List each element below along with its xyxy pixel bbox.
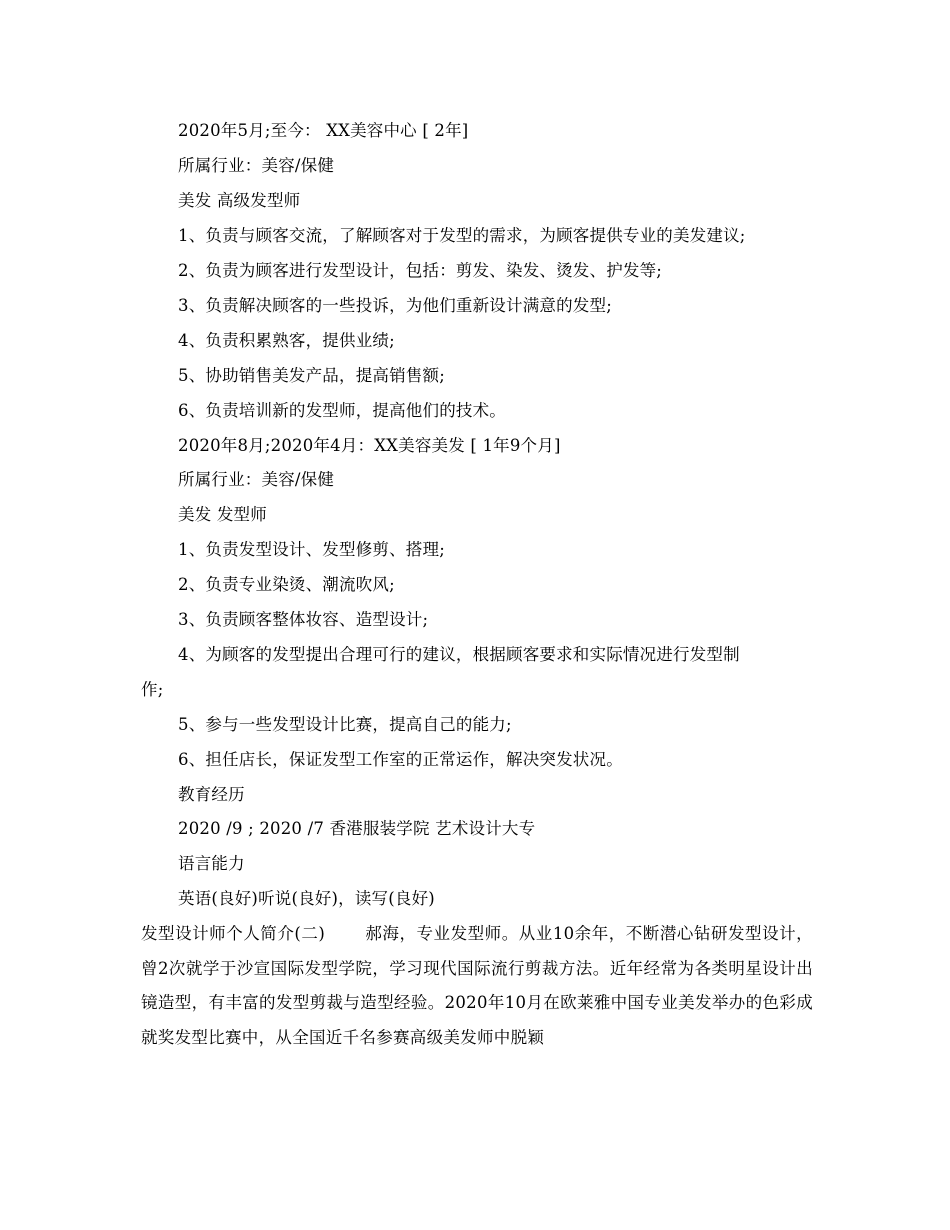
intro-heading: 发型设计师个人简介(二) bbox=[141, 924, 326, 943]
job-1-duty-4: 4、负责积累熟客，提供业绩; bbox=[178, 331, 395, 350]
job-2-industry: 所属行业：美容/保健 bbox=[178, 470, 335, 489]
job-1-industry: 所属行业：美容/保健 bbox=[178, 156, 335, 175]
job-1-period: 2020年5月;至今： XX美容中心 [ 2年] bbox=[178, 121, 469, 140]
job-1-duty-5: 5、协助销售美发产品，提高销售额; bbox=[178, 366, 445, 385]
education-entry: 2020 /9 ; 2020 /7 香港服装学院 艺术设计大专 bbox=[178, 819, 536, 838]
job-2-duty-5: 5、参与一些发型设计比赛，提高自己的能力; bbox=[178, 715, 512, 734]
education-heading: 教育经历 bbox=[178, 785, 245, 804]
job-2-period: 2020年8月;2020年4月：XX美容美发 [ 1年9个月] bbox=[178, 436, 561, 455]
job-2-duty-1: 1、负责发型设计、发型修剪、搭理; bbox=[178, 540, 445, 559]
language-entry: 英语(良好)听说(良好)，读写(良好) bbox=[178, 889, 435, 908]
job-1-position: 美发 高级发型师 bbox=[178, 191, 301, 210]
job-2-duty-6: 6、担任店长，保证发型工作室的正常运作，解决突发状况。 bbox=[178, 750, 623, 769]
job-1-duty-1: 1、负责与顾客交流，了解顾客对于发型的需求，为顾客提供专业的美发建议; bbox=[178, 226, 746, 245]
job-1-duty-2: 2、负责为顾客进行发型设计，包括：剪发、染发、烫发、护发等; bbox=[178, 261, 663, 280]
intro-text: 郝海，专业发型师。从业10余年，不断潜心钻研发型设计，曾2次就学于沙宣国际发型学院，学习现代国际流行剪裁方法。近年经常为各类明星设计出镜造型，有丰富的发型剪裁与造型经验。2020年10月在欧莱雅中国专业美发举办的色彩成就奖发型比赛中，从全国近千名参赛高级美发师中脱颖 bbox=[141, 924, 813, 1047]
job-1-duty-6: 6、负责培训新的发型师，提高他们的技术。 bbox=[178, 401, 506, 420]
job-2-duty-3: 3、负责顾客整体妆容、造型设计; bbox=[178, 610, 429, 629]
language-heading: 语言能力 bbox=[178, 854, 245, 873]
job-1-duty-3: 3、负责解决顾客的一些投诉，为他们重新设计满意的发型; bbox=[178, 296, 612, 315]
job-2-duty-2: 2、负责专业染烫、潮流吹风; bbox=[178, 575, 395, 594]
job-2-position: 美发 发型师 bbox=[178, 505, 267, 524]
job-2-duty-4-continued: 作; bbox=[141, 680, 164, 699]
job-2-duty-4: 4、为顾客的发型提出合理可行的建议，根据顾客要求和实际情况进行发型制 bbox=[178, 645, 740, 664]
intro-paragraph bbox=[141, 917, 813, 1055]
